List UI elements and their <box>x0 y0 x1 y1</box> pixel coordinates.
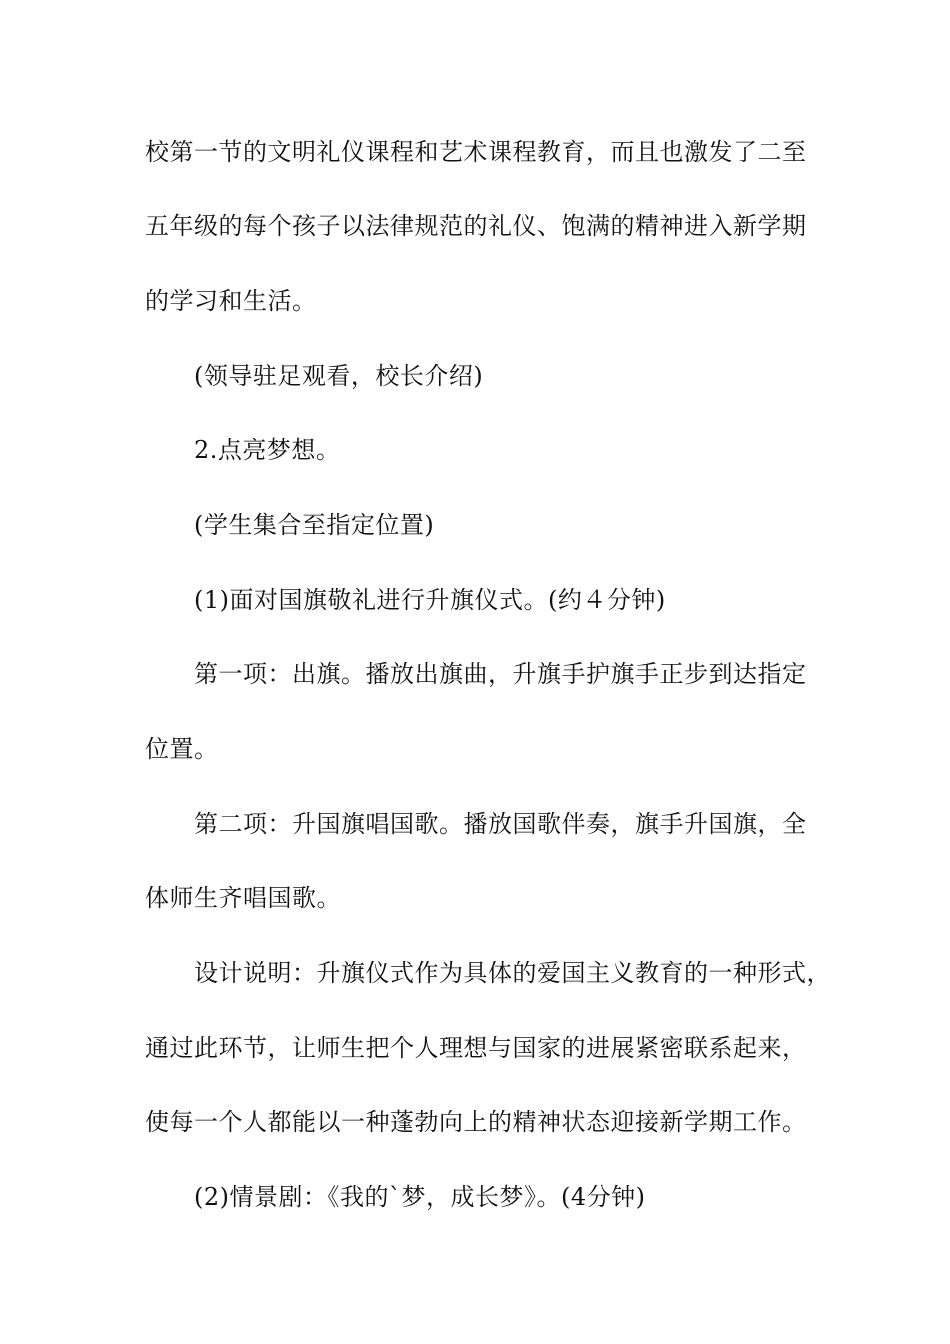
text-line: 设计说明：升旗仪式作为具体的爱国主义教育的一种形式， <box>194 959 831 987</box>
text-line: (1)面对国旗敬礼进行升旗仪式。(约４分钟) <box>194 586 666 614</box>
text-line: 五年级的每个孩子以法律规范的礼仪、饱满的精神进入新学期 <box>145 212 807 240</box>
text-line: 通过此环节，让师生把个人理想与国家的进展紧密联系起来， <box>145 1034 807 1062</box>
text-line: 2.点亮梦想。 <box>194 436 341 464</box>
text-line: 第二项：升国旗唱国歌。播放国歌伴奏，旗手升国旗，全 <box>194 810 807 838</box>
text-line: (领导驻足观看，校长介绍) <box>194 362 484 390</box>
text-line: 第一项：出旗。播放出旗曲，升旗手护旗手正步到达指定 <box>194 660 807 688</box>
text-line: (2)情景剧：《我的`梦，成长梦》。(4分钟) <box>194 1183 646 1211</box>
text-line: 位置。 <box>145 735 219 763</box>
text-line: 的学习和生活。 <box>145 287 317 315</box>
text-line: (学生集合至指定位置) <box>194 511 435 539</box>
text-line: 校第一节的文明礼仪课程和艺术课程教育，而且也激发了二至 <box>145 138 807 166</box>
text-line: 使每一个人都能以一种蓬勃向上的精神状态迎接新学期工作。 <box>145 1108 807 1136</box>
text-line: 体师生齐唱国歌。 <box>145 884 341 912</box>
